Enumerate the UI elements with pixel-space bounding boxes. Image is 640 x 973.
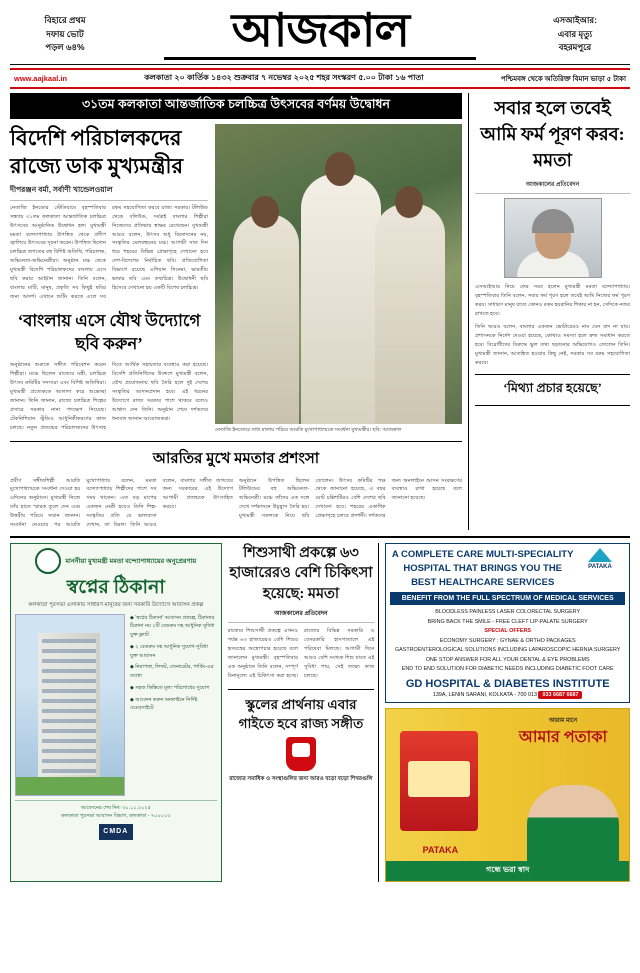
housing-advertisement[interactable] (10, 543, 222, 881)
building-tower (38, 633, 100, 781)
portrait-hair (532, 209, 574, 233)
tea-ad-strip: গন্ধে ভরা স্বাদ (386, 861, 629, 881)
hospital-logo: GD HOSPITAL & DIABETES INSTITUTE (405, 677, 610, 690)
lead-headline: বিদেশি পরিচালকদের রাজ্যে ডাক মুখ্যমন্ত্রীর (10, 126, 184, 179)
hospital-band: BENEFIT FROM THE FULL SPECTRUM OF MEDICAL SERVICES (390, 592, 625, 605)
ad-point-1: ◆ ‘স্বপ্নের ঠিকানা’ আবাসন প্রকল্পে, ঠিকানার ঠিকানা নয় ২টি বেডরুম সহ আধুনিক সুবিধা যুক্ত ফ্ল্যাট (130, 614, 215, 639)
right-byline: আজকালের প্রতিবেদন (475, 179, 630, 194)
lead-body-2: অনুষ্ঠানের শুরুতে সঙ্গীত পরিবেশন করেন শিল্পীরা। মঞ্চে ছিলেন রাজ্যের মন্ত্রী, চলচ্চিত্র উৎসব কমিটির সদস্যরা এবং বিশিষ্ট অতিথিরা। মুখ্যমন্ত্রী প্রত্যেককে আলাদা করে শুভেচ্ছা জানান। তিনি জানান, রাজ্যে চলচ্চিত্র শিল্পের প্রসারে সরকার নানা পদক্ষেপ নিয়েছে। টেকনিশিয়ান স্টুডিও আধুনিকীকরণের কাজ চলছে। নতুন প্রজন্মের পরিচালকদের উৎসাহ দিতে আর্থিক সহায়তার ব্যবস্থাও করা হয়েছে। বিদেশি প্রতিনিধিদের উদ্দেশে মুখ্যমন্ত্রী বলেন, যৌথ প্রযোজনায় ছবি তৈরি হলে দুই দেশের সংস্কৃতির আদানপ্রদান হবে। এই ধরনের উদ্যোগে রাজ্য সরকার পাশে থাকবে বলেও আশ্বাস দেন তিনি। অনুষ্ঠান শেষে দর্শকদের ধন্যবাদ জানান আয়োজকরা। (10, 362, 208, 431)
lead-photo (215, 124, 462, 424)
teaser-line-3: পড়ল ৬৪% (45, 42, 85, 53)
hospital-line-7: END TO END SOLUTION FOR DIABETIC NEEDS INCLUDING DIABETIC FOOT CARE (401, 666, 614, 673)
hospital-line-5: GASTROENTEROLOGICAL SOLUTIONS INCLUDING LAPAROSCOPIC HERNIA SURGERY (394, 647, 621, 654)
govt-seal-icon (35, 548, 61, 574)
ad-point-2: ◆ ২ বেডরুম সহ আধুনিক সুযোগ-সুবিধা যুক্ত আবাসন (130, 643, 208, 659)
tea-brand-text: PATAKA (422, 844, 459, 855)
building-ground (16, 777, 124, 795)
right-body-1: এসআইআর নিয়ে ফের সরব হলেন মুখ্যমন্ত্রী মমতা বন্দ্যোপাধ্যায়। বৃহস্পতিবার তিনি বলেন, সবার ফর্ম পূরণ হলে তবেই আমি নিজের ফর্ম পূরণ করব। সাধারণ মানুষ যাতে কোনও রকম হয়রানির শিকার না হন, সেদিকে নজর রাখতে হবে। (475, 284, 630, 318)
triangle-logo-icon (588, 548, 612, 562)
hospital-line-6: ONE STOP ANSWER FOR ALL YOUR DENTAL & EYE PROBLEMS (425, 656, 590, 663)
photo-figure-left (233, 214, 299, 424)
bottom-headline-2: স্কুলের প্রার্থনায় এবার গাইতে হবে রাজ্য সঙ্গীত (228, 689, 375, 734)
hospital-service-list (390, 608, 625, 674)
photo-head-right (395, 186, 423, 218)
cmda-logo: CMDA (99, 824, 133, 840)
teaser-line-1: বিহারে প্রথম (44, 14, 86, 25)
hospital-ad-top (390, 548, 625, 589)
hospital-headline: A COMPLETE CARE MULTI-SPECIALITY HOSPITAL THAT BRINGS YOU THE BEST HEALTHCARE SERVICES (391, 549, 574, 588)
secondary-subhead: আরতির মুখে মমতার প্রশংসা (10, 441, 462, 472)
tea-packet-image (400, 731, 478, 831)
ad-issuer: কলকাতা পুরসভা আবাসন বিভাগ, কলকাতা - ৭০০০১৩ (61, 812, 171, 819)
hospital-advertisement[interactable] (385, 543, 630, 702)
bottom-body-1: রাজ্যের শিশুসাথী প্রকল্পে এখনও পর্যন্ত ৬৩ হাজারেরও বেশি শিশুর হৃদযন্ত্রের অস্ত্রোপচার হয়েছে বলে জানালেন মুখ্যমন্ত্রী। বৃহস্পতিবার এক অনুষ্ঠানে তিনি বলেন, সম্পূর্ণ বিনামূল্যে এই চিকিৎসা করা হচ্ছে। রাজ্যের বিভিন্ন সরকারি ও বেসরকারি হাসপাতালে এই পরিষেবা মিলছে। আগামী দিনে আরও বেশি সংখ্যক শিশু যাতে এই সুবিধা পায়, সেই লক্ষ্যে কাজ চলছে। (227, 628, 375, 679)
bottom-headline-1: শিশুসাথী প্রকল্পে ৬৩ হাজারেরও বেশি চিকিৎসা হয়েছে: মমতা (229, 545, 373, 602)
lead-body-1: নেতাজি ইনডোর স্টেডিয়ামে বৃহস্পতিবার সন্ধ্যায় ৩১তম কলকাতা আন্তর্জাতিক চলচ্চিত্র উৎসবের আনুষ্ঠানিক উদ্বোধন হল। মুখ্যমন্ত্রী মমতা বন্দ্যোপাধ্যায় উপস্থিত থেকে প্রদীপ জ্বালিয়ে উৎসবের সূচনা করেন। উপস্থিত ছিলেন চলচ্চিত্র জগতের বহু বিশিষ্ট অতিথি, পরিচালক, অভিনেতা-অভিনেত্রীরা। অনুষ্ঠান মঞ্চ থেকে মুখ্যমন্ত্রী বিদেশি পরিচালকদের বাংলায় এসে ছবি করার আহ্বান জানান। তিনি বলেন, বাংলার মাটি, মানুষ, প্রকৃতি সব কিছুই ছবির জন্য আদর্শ। এখানে শুটিং করতে এলে সব রকম সহযোগিতা করবে রাজ্য সরকার। টলিউড থেকে বলিউড, সর্বত্রই বাংলার শিল্পীরা নিজেদের প্রতিভার স্বাক্ষর রেখেছেন। মুখ্যমন্ত্রী আরও বলেন, উৎসব শুধু বিনোদনের নয়, সংস্কৃতির মেলবন্ধনের মঞ্চ। আগামী সাত দিন ধরে শহরের বিভিন্ন প্রেক্ষাগৃহে দেখানো হবে দেশ-বিদেশের নির্বাচিত ছবি। প্রতিযোগিতা বিভাগে রয়েছে এশিয়ান সিনেমা, ভারতীয় ভাষার ছবি এবং তথ্যচিত্র। উদ্বোধনী ছবি হিসেবে দেখানো হয় একটি বিশেষ চলচ্চিত্র। (10, 204, 208, 301)
teaser-right-3: বহরমপুরে (558, 42, 592, 53)
lead-byline: দীপরঞ্জন বর্মা, সর্বাণী খান্ডেলওয়াল (10, 185, 208, 201)
tea-advertisement[interactable] (385, 708, 630, 882)
lead-photo-block (215, 124, 462, 435)
teaser-line-2: দফায় ভোট (46, 28, 84, 39)
right-headline: সবার হলে তবেই আমি ফর্ম পূরণ করব: মমতা (480, 98, 625, 171)
secondary-body-1: প্রবীণ সঙ্গীতশিল্পী আরতি মুখোপাধ্যায়কে সংবর্ধনা দেওয়া হয় এদিনের অনুষ্ঠানে। মুখ্যমন্ত্রী নিজে তাঁর হাতে স্মারক তুলে দেন এবং উত্তরীয় পরিয়ে সম্মান জানান। সংবর্ধনা নেওয়ার পর আরতি মুখোপাধ্যায় বলেন, মমতা বন্দ্যোপাধ্যায় শিল্পীদের পাশে সব সময় থাকেন। এত বড় মাপের একজন নেত্রী হয়েও তিনি শিল্প-সংস্কৃতির প্রতি যে ভালবাসা দেখান, তা বিরল। তিনি আরও বলেন, বাংলার সঙ্গীত জগতের জন্য সরকারের এই উদ্যোগ আগামী প্রজন্মকে উৎসাহিত করবে। (10, 477, 233, 529)
photo-head-center (325, 152, 355, 186)
mamata-portrait (504, 198, 602, 278)
teaser-right-1: এসআইআর: (553, 14, 597, 25)
right-body-2: তিনি আরও বলেন, বাংলার একজন ভোটারেরও নাম যেন বাদ না যায়। প্রশাসনকে নির্দেশ দেওয়া হয়েছে, কোথাও সমস্যা হলে দ্রুত সমাধান করতে হবে। বিরোধীদের বিরুদ্ধে ভুল তথ্য ছড়ানোর অভিযোগও তোলেন তিনি। মুখ্যমন্ত্রী জানান, আতঙ্কিত হওয়ার কিছু নেই, সরকার সব রকম সহযোগিতা করবে। (475, 324, 630, 366)
hospital-phone[interactable]: 033 6687 6687 (538, 691, 582, 699)
ad-footer (15, 800, 217, 820)
hospital-line-3: SPECIAL OFFERS (484, 628, 531, 635)
hospital-brand-text: PATAKA (588, 564, 612, 571)
hospital-brand (575, 548, 625, 570)
tea-packet-label (408, 761, 470, 797)
newspaper-front-page (0, 5, 640, 973)
ad-feature-list (130, 614, 217, 796)
website-url[interactable]: www.aajkaal.in (14, 74, 68, 83)
ad-header-text: মাননীয়া মুখ্যমন্ত্রী মমতা বন্দ্যোপাধ্যায়ের অনুপ্রেরণায় (65, 557, 197, 565)
date-edition-line: কলকাতা ২০ কার্তিক ১৪৩২ শুক্রবার ৭ নভেম্বর ২০২৫ শহর সংস্করণ ৫.০০ টাকা ১৬ পাতা (144, 73, 424, 82)
hospital-line-2: BRING BACK THE SMILE - FREE CLEFT LIP-PALATE SURGERY (427, 618, 588, 625)
ad-point-4: ◆ সহজ কিস্তিতে মূল্য পরিশোধের সুযোগ (130, 684, 210, 691)
main-grid (10, 93, 630, 530)
bottom-ads-column (385, 543, 630, 881)
photo-figure-right (375, 204, 445, 424)
ad-header-line (15, 548, 217, 574)
right-pullquote: ‘মিথ্যা প্রচার হয়েছে’ (475, 374, 630, 406)
ad-point-5: ◆ আবেদন করুন অনলাইনে নির্দিষ্ট ওয়েবসাইটে (130, 696, 198, 712)
bottom-byline: আজকালের প্রতিবেদন (228, 608, 375, 623)
ad-title: স্বপ্নের ঠিকানা (66, 577, 165, 599)
ad-deadline: আবেদনের শেষ দিন: ৩০.১১.২০২৫ (80, 804, 151, 811)
logo-rule (164, 57, 476, 60)
masthead-right-teaser (520, 13, 630, 55)
tea-ad-big-text: আমার পতাকা (518, 728, 608, 746)
hospital-address-row (390, 692, 625, 698)
lead-pullquote: ‘বাংলায় এসে যৌথ উদ্যোগে ছবি করুন’ (17, 311, 201, 354)
hospital-address: 139A, LENIN SARANI, KOLKATA - 700 013 (432, 691, 537, 698)
teaser-right-2: এবার মৃত্যু (557, 28, 593, 39)
building-illustration (15, 614, 125, 796)
masthead (10, 5, 630, 65)
tea-cup-icon (286, 737, 316, 771)
ad-body (15, 614, 217, 796)
lead-kicker: ৩১তম কলকাতা আন্তর্জাতিক চলচ্চিত্র উৎসবের বর্ণময় উদ্বোধন (10, 93, 462, 119)
main-column (10, 93, 462, 530)
photo-caption: নেতাজি ইনডোরে সাধ্য মালায় পরিয়ে আরতি মুখোপাধ্যায়কে সংবর্ধনা মুখ্যমন্ত্রীর। ছবি: আজকাল (215, 427, 402, 433)
masthead-left-teaser (10, 13, 120, 55)
ad-point-3: ◆ নিরাপত্তা, লিফট, জেনারেটর, পার্কিং-এর ব্যবস্থা (130, 664, 214, 680)
newspaper-logo (120, 5, 520, 60)
photo-figure-center (301, 174, 381, 424)
strip-right-note: পশ্চিমবঙ্গ থেকে অতিরিক্ত বিমান ভাড়া ৫ টাকা (500, 75, 626, 83)
bottom-news-column (228, 543, 380, 881)
tea-ad-small-text: আরাম মানে (548, 717, 578, 724)
right-column (468, 93, 630, 530)
hospital-line-4: ECONOMY SURGERY : GYNAE & ORTHO PACKAGES (439, 637, 576, 644)
dateline-strip (10, 68, 630, 89)
lead-text-block (10, 124, 208, 435)
hospital-line-1: BLOODLESS PAINLESS LASER COLORECTAL SURGERY (435, 609, 581, 616)
bottom-section (10, 536, 630, 881)
bottom-note: রাজ্যের সমাধিক ও সংস্থাগুলির জন্য আরও বড়ো বড়ো শিখরগুলি (229, 776, 373, 783)
secondary-body-wrap (10, 477, 462, 531)
ad-subtitle: কলকাতা পুরসভা এলাকায় সাধারণ মানুষের জন্য সরকারি উদ্যোগে আবাসন প্রকল্প (28, 601, 204, 608)
secondary-body-2: অনুষ্ঠানে উপস্থিত ছিলেন টলিউডের বহু অভিনেতা-অভিনেত্রী। মঞ্চে তাঁদের এক সঙ্গে দেখে দর্শকাসনে উচ্ছ্বাস তৈরি হয়। মুখ্যমন্ত্রী সকলকে নিয়ে ছবি তোলেন। উৎসব কমিটির পক্ষ থেকে জানানো হয়েছে, এ বছর মোট চল্লিশটিরও বেশি দেশের ছবি দেখানো হবে। শহরের একাধিক প্রেক্ষাগৃহে চলবে প্রদর্শনী। দর্শকদের জন্য অনলাইনে আসন সংরক্ষণের ব্যবস্থাও রাখা হয়েছে বলে জানানো হয়েছে। (239, 477, 462, 520)
logo-text: আজকাল (231, 5, 409, 56)
lead-story (10, 124, 462, 435)
photo-head-left (251, 196, 279, 228)
